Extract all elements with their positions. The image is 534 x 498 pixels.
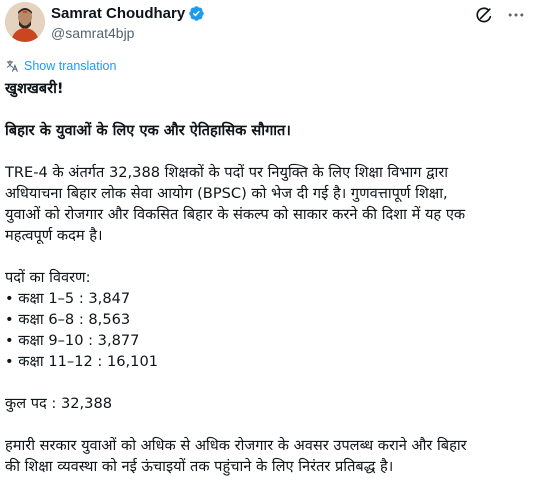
show-translation-label[interactable]: Show translation [24,59,117,73]
more-options-icon [506,5,526,25]
tweet-header [5,0,529,56]
tweet-paragraph-line: TRE-4 के अंतर्गत 32,388 शिक्षकों के पदों पर नियुक्ति के लिए शिक्षा विभाग द्वारा [5,164,449,181]
tweet-paragraph-line: महत्वपूर्ण कदम है। [5,227,103,244]
author-name[interactable]: Samrat Choudhary [51,4,186,22]
closing-line: हमारी सरकार युवाओं को अधिक से अधिक रोजगार के अवसर उपलब्ध कराने और बिहार [5,437,467,454]
total-posts: कुल पद : 32,388 [5,395,113,412]
posts-heading: पदों का विवरण: [5,269,91,286]
posts-list-item: • कक्षा 11–12 : 16,101 [5,353,159,370]
posts-list-item: • कक्षा 9–10 : 3,877 [5,332,140,349]
author-handle[interactable]: @samrat4bjp [51,25,135,41]
more-options-button[interactable] [505,4,527,26]
tweet-subheadline: बिहार के युवाओं के लिए एक और ऐतिहासिक सौगात। [5,122,291,139]
tweet-paragraph-line: युवाओं को रोजगार और विकसित बिहार के संकल्प को साकार करने की दिशा में यह एक [5,206,466,223]
grok-button[interactable] [473,4,495,26]
verified-badge-icon [188,5,205,22]
grok-icon [474,5,494,25]
avatar[interactable] [5,2,45,42]
author-name-row[interactable] [51,3,205,23]
tweet-headline: खुशखबरी! [5,80,64,97]
posts-list-item: • कक्षा 6–8 : 8,563 [5,311,131,328]
show-translation-link[interactable] [5,58,116,74]
tweet-paragraph-line: अधियाचना बिहार लोक सेवा आयोग (BPSC) को भेज दी गई है। गुणवत्तापूर्ण शिक्षा, [5,185,448,202]
tweet-text [5,78,529,477]
closing-line: की शिक्षा व्यवस्था को नई ऊंचाइयों तक पहुंचाने के लिए निरंतर प्रतिबद्ध है। [5,458,394,475]
posts-list-item: • कक्षा 1–5 : 3,847 [5,290,131,307]
translate-icon [5,59,19,73]
avatar-image [5,2,45,42]
